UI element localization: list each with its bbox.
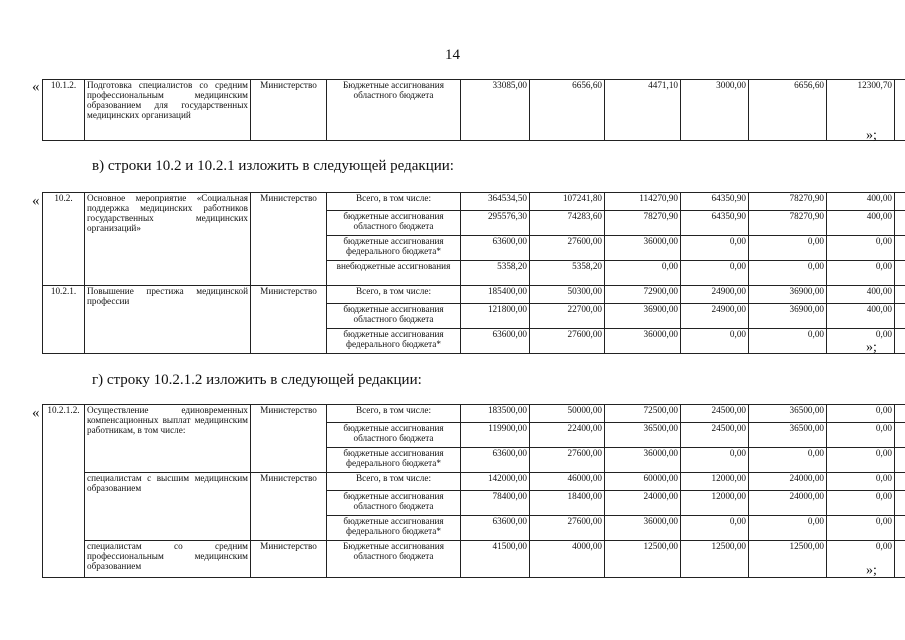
amount-cell: 22400,00 — [530, 423, 605, 448]
amount-cell: 74283,60 — [530, 211, 605, 236]
item-description: Осуществление единовременных компенсационных выплат медицинским работникам, в том числе: — [85, 405, 251, 473]
amount-cell: 78270,90 — [749, 193, 827, 211]
executor: Министерство — [251, 286, 327, 354]
amount-cell: 24000,00 — [605, 491, 681, 516]
empty-cell — [895, 329, 905, 354]
amount-cell: 0,00 — [749, 448, 827, 473]
executor: Министерство — [251, 541, 327, 578]
amount-cell: 36900,00 — [605, 304, 681, 329]
empty-cell — [895, 80, 905, 141]
amount-cell: 24000,00 — [749, 491, 827, 516]
funding-source: бюджетные ассигнования областного бюджета — [327, 211, 461, 236]
amount-cell: 0,00 — [749, 261, 827, 286]
funding-source: бюджетные ассигнования федерального бюджета* — [327, 236, 461, 261]
amount-cell: 36500,00 — [749, 423, 827, 448]
table-row — [43, 405, 905, 423]
executor: Министерство — [251, 193, 327, 286]
empty-cell — [895, 236, 905, 261]
amount-cell: 121800,00 — [461, 304, 530, 329]
amount-cell: 3000,00 — [681, 80, 749, 141]
empty-cell — [895, 304, 905, 329]
amount-cell: 0,00 — [681, 329, 749, 354]
amount-cell: 0,00 — [681, 516, 749, 541]
amount-cell: 63600,00 — [461, 448, 530, 473]
amount-cell: 185400,00 — [461, 286, 530, 304]
close-quote: »; — [866, 128, 877, 143]
amount-cell: 72900,00 — [605, 286, 681, 304]
amount-cell: 0,00 — [749, 516, 827, 541]
amount-cell: 4000,00 — [530, 541, 605, 578]
amount-cell: 5358,20 — [530, 261, 605, 286]
item-code: 10.2.1.2. — [43, 405, 85, 578]
amount-cell: 0,00 — [827, 236, 895, 261]
amount-cell: 12500,00 — [681, 541, 749, 578]
amount-cell: 0,00 — [681, 261, 749, 286]
amount-cell: 0,00 — [827, 473, 895, 491]
executor: Министерство — [251, 473, 327, 541]
amount-cell: 0,00 — [681, 448, 749, 473]
close-quote: »; — [866, 340, 877, 355]
empty-cell — [895, 516, 905, 541]
table-row — [43, 193, 905, 211]
amount-cell: 64350,90 — [681, 211, 749, 236]
amount-cell: 0,00 — [827, 541, 895, 578]
amount-cell: 142000,00 — [461, 473, 530, 491]
amount-cell: 12000,00 — [681, 491, 749, 516]
funding-source: бюджетные ассигнования областного бюджета — [327, 423, 461, 448]
empty-cell — [895, 405, 905, 423]
amount-cell: 78270,90 — [749, 211, 827, 236]
empty-cell — [895, 286, 905, 304]
amount-cell: 0,00 — [827, 516, 895, 541]
amount-cell: 4471,10 — [605, 80, 681, 141]
table-row — [43, 80, 905, 141]
executor: Министерство — [251, 405, 327, 473]
table-row — [43, 473, 905, 491]
amount-cell: 119900,00 — [461, 423, 530, 448]
empty-cell — [895, 541, 905, 578]
open-quote: « — [32, 193, 40, 209]
funding-source: Всего, в том числе: — [327, 405, 461, 423]
amount-cell: 64350,90 — [681, 193, 749, 211]
table-10-2-1-2 — [42, 404, 905, 578]
amount-cell: 22700,00 — [530, 304, 605, 329]
amount-cell: 41500,00 — [461, 541, 530, 578]
amount-cell: 114270,90 — [605, 193, 681, 211]
funding-source: бюджетные ассигнования областного бюджета — [327, 304, 461, 329]
table-10-2 — [42, 192, 905, 354]
amount-cell: 107241,80 — [530, 193, 605, 211]
empty-cell — [895, 193, 905, 211]
amount-cell: 0,00 — [827, 261, 895, 286]
amount-cell: 46000,00 — [530, 473, 605, 491]
funding-source: бюджетные ассигнования областного бюджета — [327, 491, 461, 516]
amount-cell: 183500,00 — [461, 405, 530, 423]
amount-cell: 0,00 — [827, 491, 895, 516]
open-quote: « — [32, 405, 40, 421]
amount-cell: 36500,00 — [605, 423, 681, 448]
amount-cell: 27600,00 — [530, 329, 605, 354]
amount-cell: 36900,00 — [749, 286, 827, 304]
amount-cell: 0,00 — [827, 329, 895, 354]
item-code: 10.1.2. — [43, 80, 85, 141]
amount-cell: 12500,00 — [749, 541, 827, 578]
funding-source: бюджетные ассигнования федерального бюджета* — [327, 329, 461, 354]
item-description: Основное мероприятие «Социальная поддержка медицинских работников государственных медицинских организаций» — [85, 193, 251, 286]
amount-cell: 24900,00 — [681, 286, 749, 304]
amount-cell: 33085,00 — [461, 80, 530, 141]
item-description: Подготовка специалистов со средним профессиональным медицинским образованием для государственных медицинских организаций — [85, 80, 251, 141]
amount-cell: 36000,00 — [605, 236, 681, 261]
item-description: специалистам с высшим медицинским образованием — [85, 473, 251, 541]
amount-cell: 12500,00 — [605, 541, 681, 578]
amount-cell: 36000,00 — [605, 516, 681, 541]
amount-cell: 78270,90 — [605, 211, 681, 236]
heading-g: г) строку 10.2.1.2 изложить в следующей редакции: — [92, 372, 422, 388]
amount-cell: 0,00 — [827, 423, 895, 448]
heading-b: в) строки 10.2 и 10.2.1 изложить в следующей редакции: — [92, 158, 454, 174]
empty-cell — [895, 261, 905, 286]
amount-cell: 72500,00 — [605, 405, 681, 423]
amount-cell: 12300,70 — [827, 80, 895, 141]
amount-cell: 400,00 — [827, 193, 895, 211]
funding-source: Всего, в том числе: — [327, 286, 461, 304]
amount-cell: 63600,00 — [461, 236, 530, 261]
amount-cell: 24500,00 — [681, 405, 749, 423]
amount-cell: 50300,00 — [530, 286, 605, 304]
funding-source: Всего, в том числе: — [327, 193, 461, 211]
funding-source: бюджетные ассигнования федерального бюджета* — [327, 516, 461, 541]
amount-cell: 36000,00 — [605, 448, 681, 473]
empty-cell — [895, 211, 905, 236]
amount-cell: 5358,20 — [461, 261, 530, 286]
funding-source: Бюджетные ассигнования областного бюджета — [327, 80, 461, 141]
amount-cell: 18400,00 — [530, 491, 605, 516]
amount-cell: 0,00 — [827, 405, 895, 423]
item-description: Повышение престижа медицинской профессии — [85, 286, 251, 354]
amount-cell: 24500,00 — [681, 423, 749, 448]
page-number: 14 — [445, 47, 460, 63]
amount-cell: 0,00 — [749, 329, 827, 354]
amount-cell: 36900,00 — [749, 304, 827, 329]
amount-cell: 6656,60 — [749, 80, 827, 141]
amount-cell: 0,00 — [827, 448, 895, 473]
amount-cell: 27600,00 — [530, 516, 605, 541]
close-quote: »; — [866, 563, 877, 578]
amount-cell: 0,00 — [749, 236, 827, 261]
funding-source: внебюджетные ассигнования — [327, 261, 461, 286]
amount-cell: 36500,00 — [749, 405, 827, 423]
amount-cell: 12000,00 — [681, 473, 749, 491]
amount-cell: 50000,00 — [530, 405, 605, 423]
amount-cell: 6656,60 — [530, 80, 605, 141]
amount-cell: 400,00 — [827, 304, 895, 329]
amount-cell: 78400,00 — [461, 491, 530, 516]
amount-cell: 295576,30 — [461, 211, 530, 236]
empty-cell — [895, 491, 905, 516]
amount-cell: 63600,00 — [461, 516, 530, 541]
amount-cell: 0,00 — [681, 236, 749, 261]
open-quote: « — [32, 79, 40, 95]
amount-cell: 400,00 — [827, 286, 895, 304]
funding-source: Бюджетные ассигнования областного бюджета — [327, 541, 461, 578]
table-10-1-2 — [42, 79, 905, 141]
amount-cell: 24900,00 — [681, 304, 749, 329]
amount-cell: 27600,00 — [530, 236, 605, 261]
amount-cell: 400,00 — [827, 211, 895, 236]
empty-cell — [895, 473, 905, 491]
amount-cell: 24000,00 — [749, 473, 827, 491]
table-row — [43, 286, 905, 304]
empty-cell — [895, 423, 905, 448]
amount-cell: 63600,00 — [461, 329, 530, 354]
amount-cell: 0,00 — [605, 261, 681, 286]
executor: Министерство — [251, 80, 327, 141]
empty-cell — [895, 448, 905, 473]
funding-source: бюджетные ассигнования федерального бюджета* — [327, 448, 461, 473]
amount-cell: 364534,50 — [461, 193, 530, 211]
item-description: специалистам со средним профессиональным медицинским образованием — [85, 541, 251, 578]
amount-cell: 36000,00 — [605, 329, 681, 354]
table-row — [43, 541, 905, 578]
item-code: 10.2. — [43, 193, 85, 286]
funding-source: Всего, в том числе: — [327, 473, 461, 491]
amount-cell: 27600,00 — [530, 448, 605, 473]
amount-cell: 60000,00 — [605, 473, 681, 491]
item-code: 10.2.1. — [43, 286, 85, 354]
